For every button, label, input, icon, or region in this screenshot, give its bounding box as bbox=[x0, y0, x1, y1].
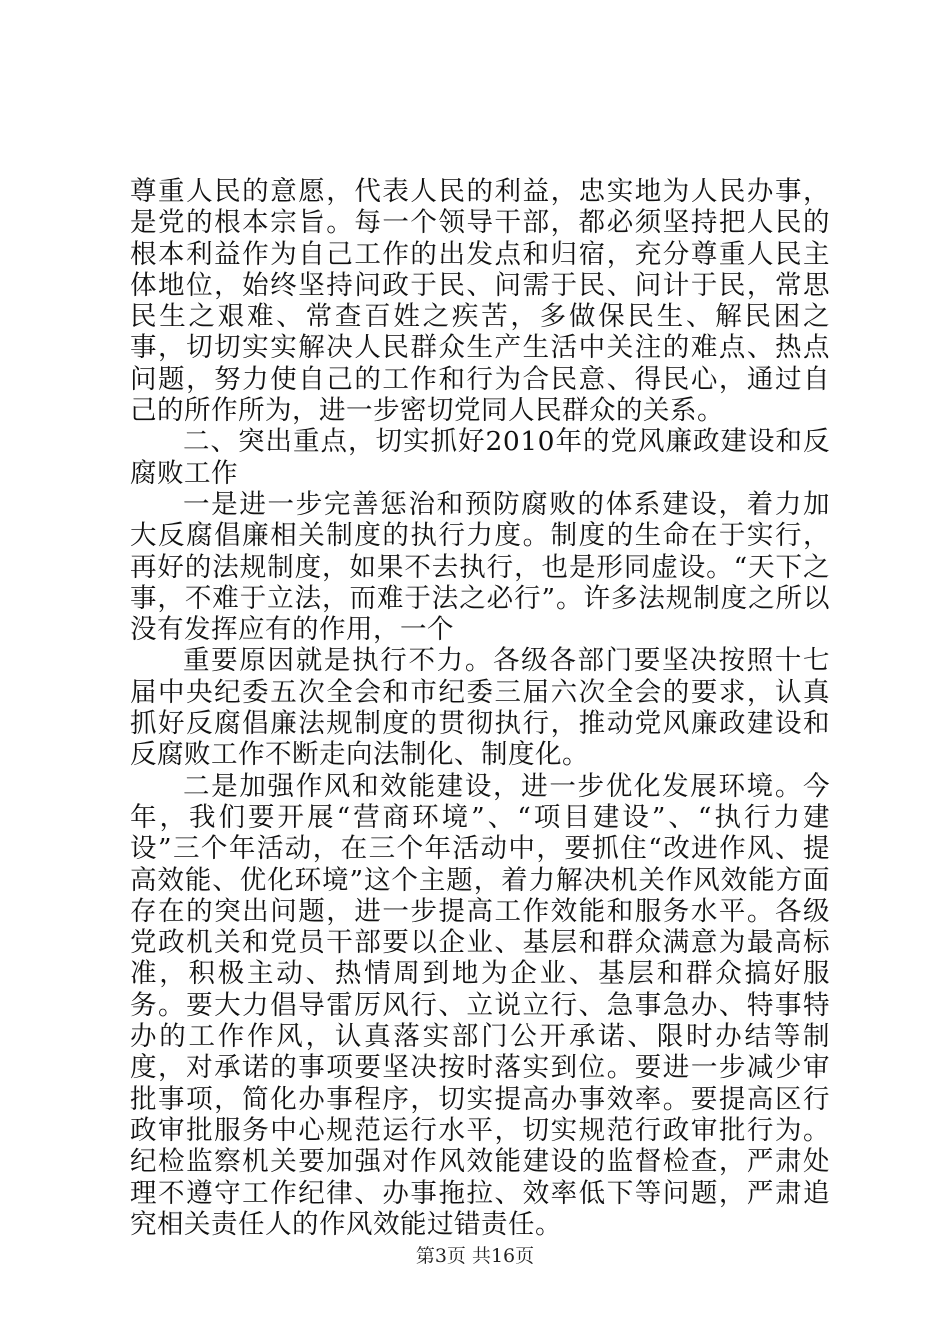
paragraph-point-1: 一是进一步完善惩治和预防腐败的体系建设，着力加大反腐倡廉相关制度的执行力度。制度的生命在于实行，再好的法规制度，如果不去执行，也是形同虚设。“天下之事，不难于立法，而难于法之必行”。许多法规制度之所以没有发挥应有的作用，一个 bbox=[130, 488, 830, 646]
section-heading-2: 二、突出重点，切实抓好2010年的党风廉政建设和反腐败工作 bbox=[130, 426, 830, 489]
paragraph-point-1-continued: 重要原因就是执行不力。各级各部门要坚决按照十七届中央纪委五次全会和市纪委三届六次全会的要求，认真抓好反腐倡廉法规制度的贯彻执行，推动党风廉政建设和反腐败工作不断走向法制化、制度化。 bbox=[130, 645, 830, 771]
paragraph-point-2: 二是加强作风和效能建设，进一步优化发展环境。今年，我们要开展“营商环境”、“项目建设”、“执行力建设”三个年活动，在三个年活动中，要抓住“改进作风、提高效能、优化环境”这个主题，着力解决机关作风效能方面存在的突出问题，进一步提高工作效能和服务水平。各级党政机关和党员干部要以企业、基层和群众满意为最高标准，积极主动、热情周到地为企业、基层和群众搞好服务。要大力倡导雷厉风行、立说立行、急事急办、特事特办的工作作风，认真落实部门公开承诺、限时办结等制度，对承诺的事项要坚决按时落实到位。要进一步减少审批事项，简化办事程序，切实提高办事效率。要提高区行政审批服务中心规范运行水平，切实规范行政审批行为。纪检监察机关要加强对作风效能建设的监督检查，严肃处理不遵守工作纪律、办事拖拉、效率低下等问题，严肃追究相关责任人的作风效能过错责任。 bbox=[130, 770, 830, 1240]
page-footer: 第3页 共16页 bbox=[415, 1245, 535, 1267]
paragraph-mass-line: 尊重人民的意愿，代表人民的利益，忠实地为人民办事，是党的根本宗旨。每一个领导干部，都必须坚持把人民的根本利益作为自己工作的出发点和归宿，充分尊重人民主体地位，始终坚持问政于民、问需于民、问计于民，常思民生之艰难、常查百姓之疾苦，多做保民生、解民困之事，切切实实解决人民群众生产生活中关注的难点、热点问题，努力使自己的工作和行为合民意、得民心，通过自己的所作所为，进一步密切党同人民群众的关系。 bbox=[130, 176, 830, 427]
document-body bbox=[130, 176, 830, 1240]
